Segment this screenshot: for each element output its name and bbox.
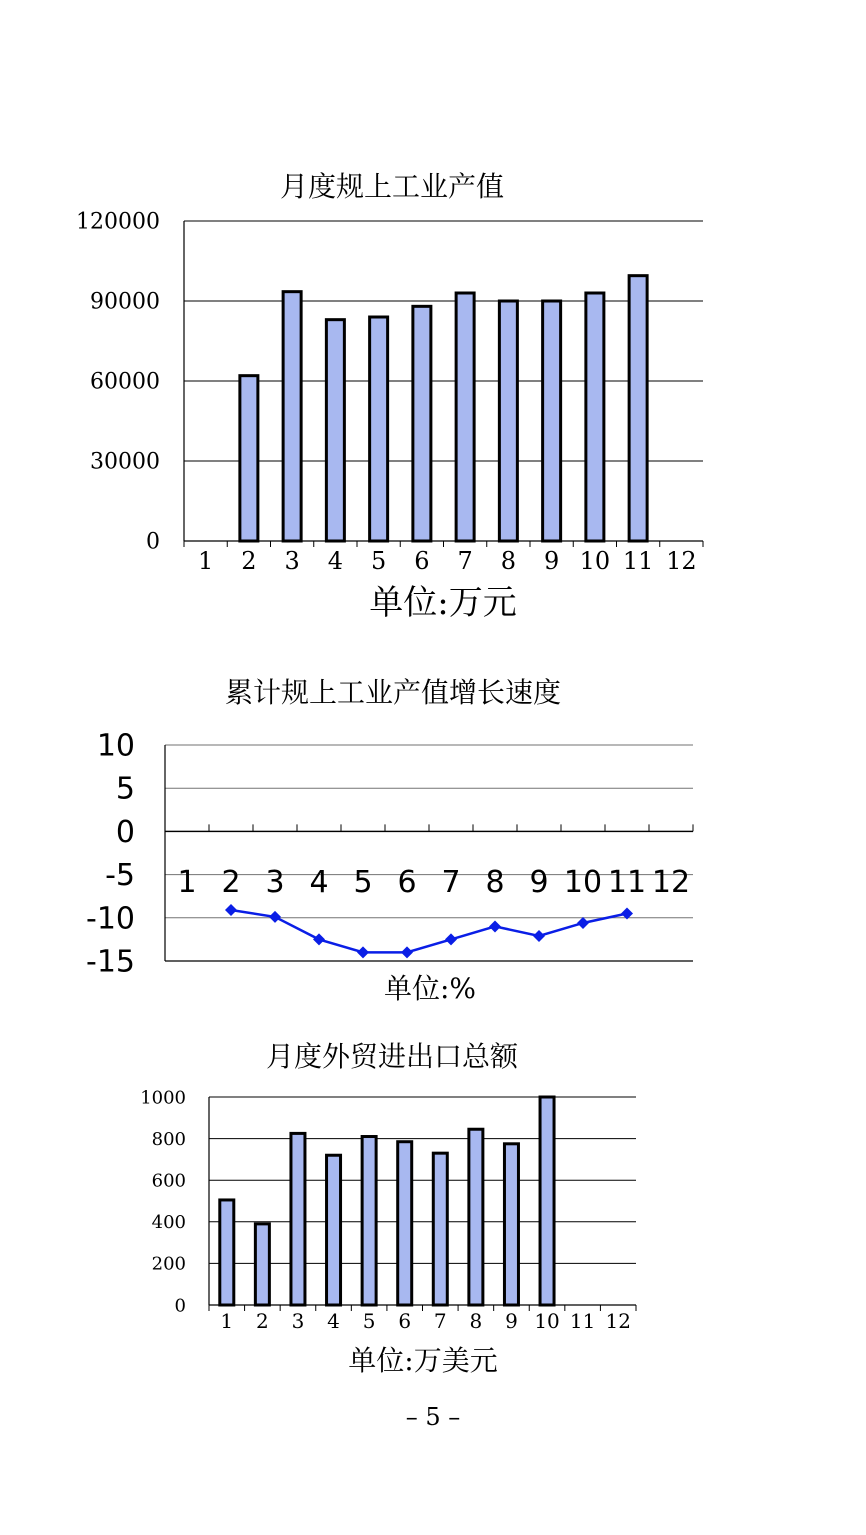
x-tick-label: 6 (414, 547, 430, 575)
bar (255, 1224, 269, 1305)
x-tick-label: 12 (666, 547, 697, 575)
chart-title: 月度外贸进出口总额 (265, 1040, 519, 1073)
y-tick-label: 1000 (140, 1087, 186, 1109)
bar (413, 306, 431, 541)
x-tick-label: 5 (362, 1309, 376, 1333)
x-tick-label: 8 (500, 547, 517, 575)
y-tick-label: 800 (151, 1128, 186, 1150)
x-tick-label: 11 (622, 547, 654, 575)
data-point (313, 933, 325, 945)
x-tick-label: 12 (605, 1309, 631, 1333)
data-point (357, 946, 369, 958)
x-tick-label: 9 (529, 865, 549, 900)
x-tick-label: 3 (265, 865, 285, 900)
x-tick-label: 7 (457, 547, 473, 575)
bar (629, 276, 647, 541)
x-tick-label: 10 (579, 547, 611, 575)
x-tick-label: 2 (241, 547, 257, 575)
data-point (533, 930, 545, 942)
chart-cumulative-growth-rate (86, 676, 693, 1005)
x-tick-label: 9 (505, 1309, 518, 1333)
page-number: – 5 – (405, 1403, 461, 1431)
bar (370, 317, 388, 541)
x-tick-label: 8 (469, 1309, 483, 1333)
x-tick-label: 11 (569, 1309, 596, 1333)
y-tick-label: 10 (96, 728, 135, 764)
x-tick-label: 4 (309, 865, 329, 900)
data-point (577, 917, 589, 929)
bar (433, 1153, 447, 1305)
x-tick-label: 1 (177, 865, 197, 900)
x-tick-label: 1 (197, 547, 214, 575)
bar (326, 320, 344, 541)
y-tick-label: 0 (174, 1295, 186, 1317)
data-point (489, 920, 501, 932)
x-tick-label: 7 (433, 1309, 447, 1333)
bar (240, 376, 258, 541)
bar (504, 1144, 518, 1305)
x-axis-label: 单位:万美元 (348, 1344, 498, 1377)
bar (220, 1200, 234, 1305)
x-tick-label: 2 (256, 1309, 269, 1333)
bar (499, 301, 517, 541)
x-tick-label: 2 (221, 865, 241, 900)
y-tick-label: -15 (86, 944, 135, 980)
x-tick-label: 6 (397, 865, 417, 900)
x-tick-label: 4 (327, 1309, 340, 1333)
y-tick-label: 600 (151, 1170, 186, 1192)
x-tick-label: 3 (291, 1309, 305, 1333)
bar (586, 293, 604, 541)
y-tick-label: 0 (146, 529, 160, 555)
data-point (225, 904, 237, 916)
chart-title: 月度规上工业产值 (279, 170, 505, 203)
x-tick-label: 3 (284, 547, 300, 575)
x-tick-label: 5 (370, 547, 387, 575)
bar (543, 301, 561, 541)
chart-title: 累计规上工业产值增长速度 (224, 676, 562, 709)
data-point (269, 911, 281, 923)
x-tick-label: 5 (353, 865, 373, 900)
x-tick-label: 10 (563, 865, 603, 900)
bar (283, 292, 301, 541)
bar (327, 1155, 341, 1305)
y-tick-label: 5 (115, 771, 135, 807)
chart-monthly-foreign-trade (140, 1040, 636, 1377)
y-tick-label: 200 (151, 1253, 186, 1275)
x-tick-label: 7 (441, 865, 461, 900)
x-tick-label: 1 (220, 1309, 234, 1333)
y-tick-label: 0 (115, 814, 135, 850)
data-point (401, 946, 413, 958)
bar (456, 293, 474, 541)
x-axis-label: 单位:% (383, 972, 477, 1005)
y-tick-label: 90000 (90, 289, 160, 315)
x-tick-label: 12 (651, 865, 691, 900)
y-tick-label: 60000 (90, 369, 160, 395)
x-tick-label: 11 (607, 865, 647, 900)
x-tick-label: 6 (398, 1309, 412, 1333)
bar (540, 1097, 554, 1305)
series-line (231, 910, 627, 952)
y-tick-label: 30000 (90, 449, 160, 475)
y-tick-label: -5 (105, 858, 135, 894)
bar (291, 1133, 305, 1305)
y-tick-label: 120000 (76, 209, 160, 235)
x-tick-label: 4 (327, 547, 344, 575)
data-point (445, 933, 457, 945)
x-tick-label: 10 (534, 1309, 560, 1333)
x-axis-label: 单位:万元 (369, 583, 517, 623)
x-tick-label: 9 (543, 547, 560, 575)
bar (469, 1129, 483, 1305)
x-tick-label: 8 (485, 865, 505, 900)
bar (362, 1137, 376, 1305)
chart-monthly-industrial-output (76, 170, 703, 623)
y-tick-label: 400 (151, 1212, 186, 1234)
bar (398, 1142, 412, 1305)
y-tick-label: -10 (86, 901, 135, 937)
